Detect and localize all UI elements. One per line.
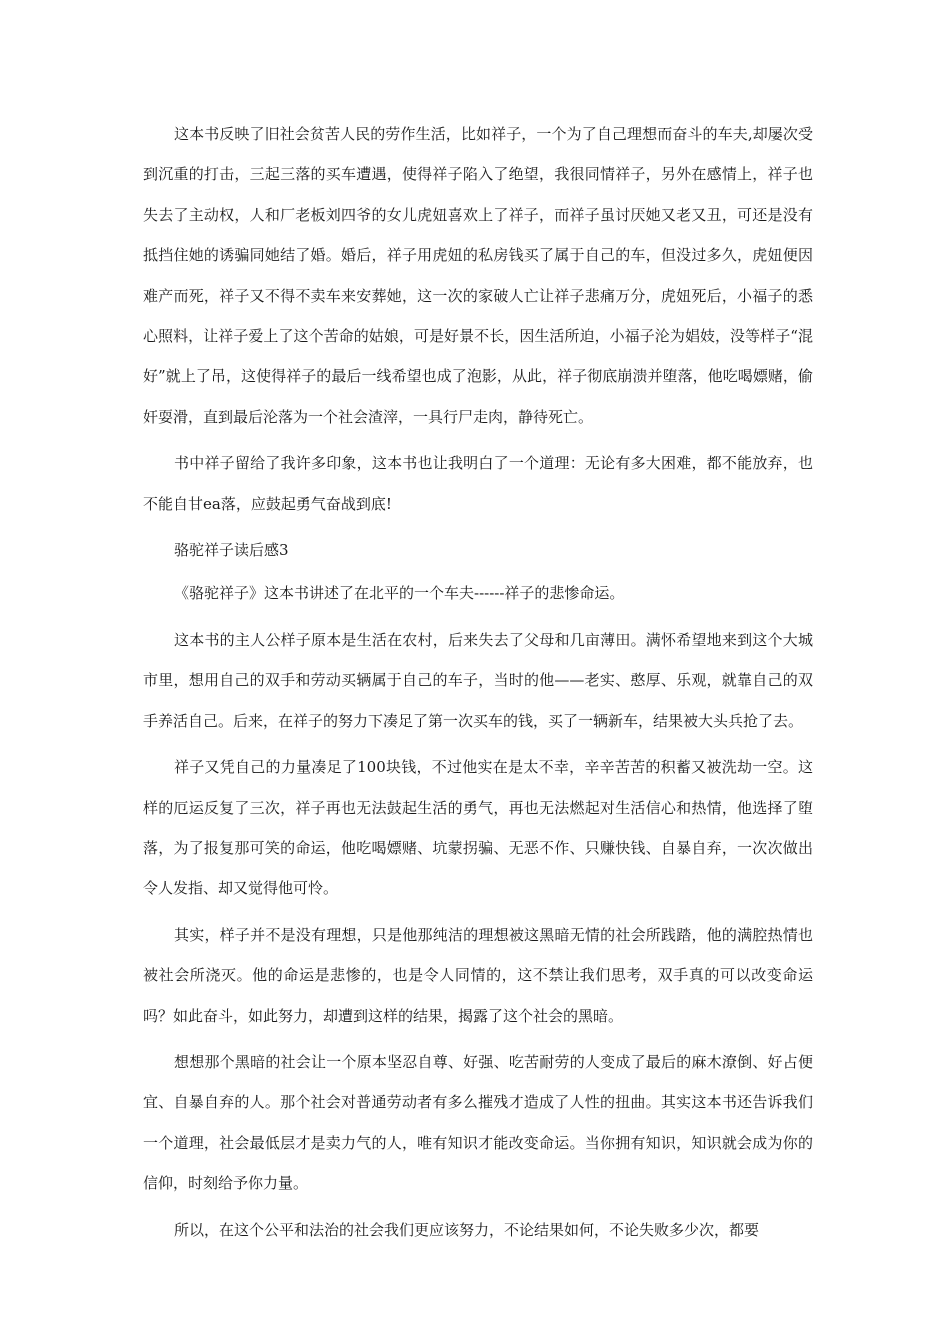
document-body	[143, 114, 813, 1256]
paragraph-conclusion: 所以，在这个公平和法治的社会我们更应该努力，不论结果如何，不论失败多少次，都要	[174, 1220, 760, 1239]
section-heading: 骆驼祥子读后感3	[174, 541, 289, 560]
paragraph-misfortune: 祥子又凭自己的力量凑足了100块钱，不过他实在是太不幸，辛辛苦苦的积蓄又被洗劫一空。这样的厄运反复了三次，祥子再也无法鼓起生活的勇气，再也无法燃起对生活信心和热情，他选择了堕落，为了报复那可笑的命运，他吃喝嫖赌、坑蒙拐骗、无恶不作、只赚快钱、自暴自弃，一次次做出令人发指、却又觉得他可怜。	[143, 758, 813, 898]
paragraph-protagonist: 这本书的主人公样子原本是生活在农村，后来失去了父母和几亩薄田。满怀希望地来到这个大城市里，想用自己的双手和劳动买辆属于自己的车子，当时的他——老实、憨厚、乐观，就靠自己的双手养活自己。后来，在祥子的努力下凑足了第一次买车的钱，买了一辆新车，结果被大头兵抢了去。	[143, 630, 813, 730]
paragraph-reflection: 想想那个黑暗的社会让一个原本坚忍自尊、好强、吃苦耐劳的人变成了最后的麻木潦倒、好占便宜、自暴自弃的人。那个社会对普通劳动者有多么摧残才造成了人性的扭曲。其实这本书还告诉我们一个道理，社会最低层才是卖力气的人，唯有知识才能改变命运。当你拥有知识，知识就会成为你的信仰，时刻给予你力量。	[143, 1052, 813, 1193]
paragraph-xiangzi-life: 这本书反映了旧社会贫苦人民的劳作生活，比如祥子，一个为了自己理想而奋斗的车夫,却屡次受到沉重的打击，三起三落的买车遭遇，使得祥子陷入了绝望，我很同情祥子，另外在感情上，祥子也失去了主动权，人和厂老板刘四爷的女儿虎妞喜欢上了祥子，而祥子虽讨厌她又老又丑，可还是没有抵挡住她的诱骗同她结了婚。婚后，祥子用虎妞的私房钱买了属于自己的车，但没过多久，虎妞便因难产而死，祥子又不得不卖车来安葬她，这一次的家破人亡让祥子悲痛万分，虎妞死后，小福子的悉心照料，让祥子爱上了这个苦命的姑娘，可是好景不长，因生活所迫，小福子沦为娼妓，没等样子“混好”就上了吊，这使得祥子的最后一线希望也成了泡影，从此，祥子彻底崩溃并堕落，他吃喝嫖赌，偷奸耍滑，直到最后沦落为一个社会渣滓，一具行尸走肉，静待死亡。	[143, 125, 813, 426]
paragraph-book-intro: 《骆驼祥子》这本书讲述了在北平的一个车夫------祥子的悲惨命运。	[174, 584, 625, 603]
paragraph-society: 其实，样子并不是没有理想，只是他那纯洁的理想被这黑暗无情的社会所践踏，他的满腔热情也被社会所浇灭。他的命运是悲惨的，也是令人同情的，这不禁让我们思考，双手真的可以改变命运吗？如此奋斗，如此努力，却遭到这样的结果，揭露了这个社会的黑暗。	[143, 925, 813, 1025]
paragraph-lesson: 书中祥子留给了我许多印象，这本书也让我明白了一个道理：无论有多大困难，都不能放弃，也不能自甘ea落，应鼓起勇气奋战到底!	[143, 454, 813, 513]
